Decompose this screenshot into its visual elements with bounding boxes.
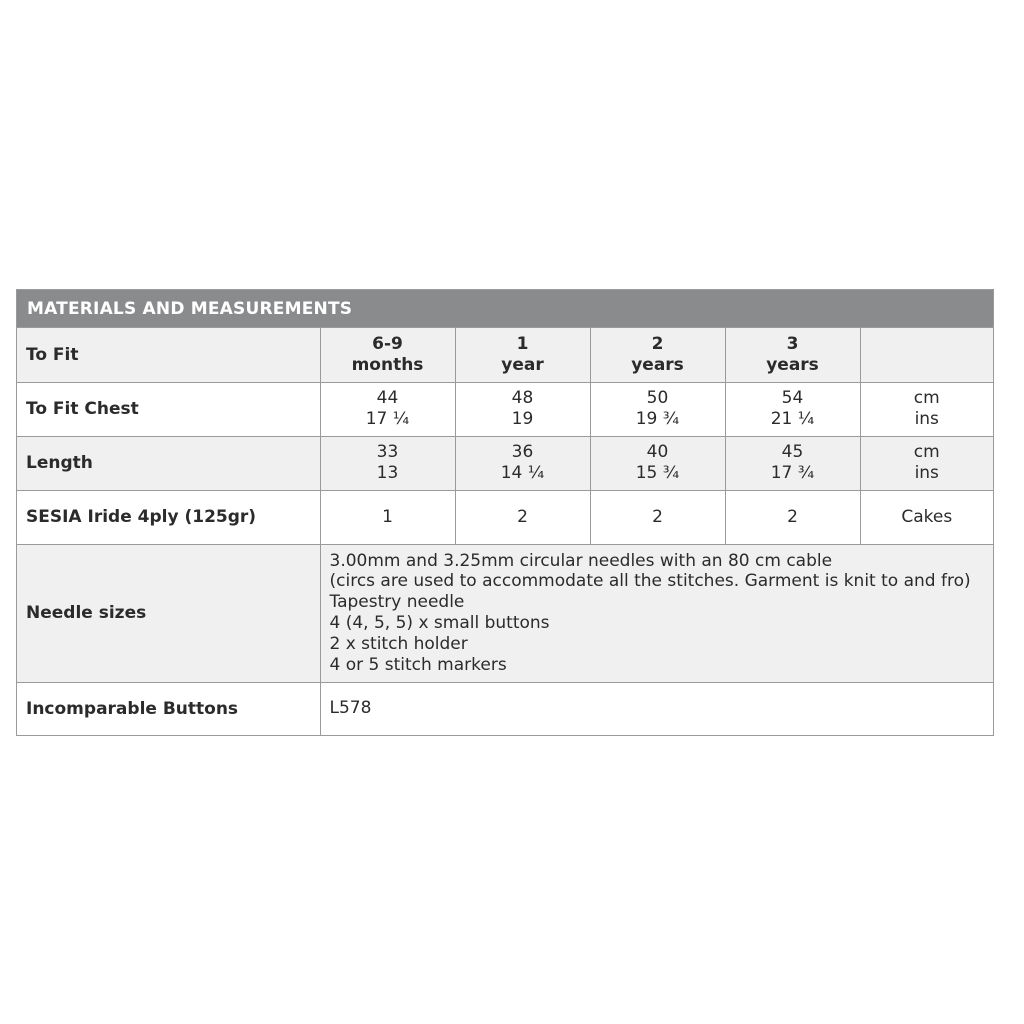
size-unit: year [501,354,544,375]
unit-ins: ins [914,409,939,429]
needles-line: 2 x stitch holder [329,633,468,654]
buttons-value: L578 [320,682,993,735]
row-label-to-fit: To Fit [17,328,320,382]
chest-cell [725,382,860,436]
yarn-quantity: 2 [455,490,590,544]
unit-cell [860,436,993,490]
length-cm: 36 [511,442,534,462]
unit-cm: cm [913,442,940,462]
length-cell [455,436,590,490]
chest-ins: 19 [511,409,534,429]
length-cm: 45 [781,442,804,462]
needles-line: Tapestry needle [329,592,465,613]
size-cell [320,328,455,382]
size-unit: years [766,354,819,375]
row-label-length: Length [17,436,320,490]
size-number: 6-9 [372,333,403,354]
row-label-needles: Needle sizes [17,544,320,682]
yarn-quantity: 2 [590,490,725,544]
chest-ins: 21 ¼ [770,409,815,429]
table-row-buttons [17,682,993,735]
chest-cell [320,382,455,436]
size-number: 2 [651,333,664,354]
length-cell [725,436,860,490]
table-row-yarn [17,490,993,544]
unit-ins: ins [914,463,939,483]
unit-cm: cm [913,388,940,408]
length-cell [590,436,725,490]
chest-cm: 54 [781,388,804,408]
table-row-needles [17,544,993,682]
size-unit: years [631,354,684,375]
table-title: MATERIALS AND MEASUREMENTS [17,290,993,328]
chest-ins: 19 ¾ [635,409,680,429]
materials-table-panel [16,289,994,736]
unit-cell-empty [860,328,993,382]
chest-cm: 50 [646,388,669,408]
length-cm: 33 [376,442,399,462]
size-cell [590,328,725,382]
length-ins: 15 ¾ [635,463,680,483]
needles-description [320,544,993,682]
length-ins: 14 ¼ [500,463,545,483]
chest-ins: 17 ¼ [365,409,410,429]
needles-line: 4 (4, 5, 5) x small buttons [329,613,550,633]
needles-line: (circs are used to accommodate all the stitches. Garment is knit to and fro) [329,571,971,592]
yarn-quantity: 2 [725,490,860,544]
chest-cm: 44 [376,388,399,408]
needles-line: 3.00mm and 3.25mm circular needles with an 80 cm cable [329,550,833,571]
chest-cell [455,382,590,436]
yarn-quantity: 1 [320,490,455,544]
size-number: 1 [516,333,529,354]
measurements-table [17,328,993,735]
needles-line: 4 or 5 stitch markers [329,654,507,675]
row-label-yarn: SESIA Iride 4ply (125gr) [17,490,320,544]
length-ins: 17 ¾ [770,463,815,483]
size-unit: months [351,354,424,375]
size-cell [725,328,860,382]
chest-cm: 48 [511,388,534,408]
yarn-unit: Cakes [860,490,993,544]
length-ins: 13 [376,463,399,483]
unit-cell [860,382,993,436]
table-row-length [17,436,993,490]
row-label-chest: To Fit Chest [17,382,320,436]
length-cell [320,436,455,490]
table-row-chest [17,382,993,436]
size-number: 3 [786,333,799,354]
chest-cell [590,382,725,436]
row-label-buttons: Incomparable Buttons [17,682,320,735]
size-cell [455,328,590,382]
length-cm: 40 [646,442,669,462]
table-row-to-fit [17,328,993,382]
